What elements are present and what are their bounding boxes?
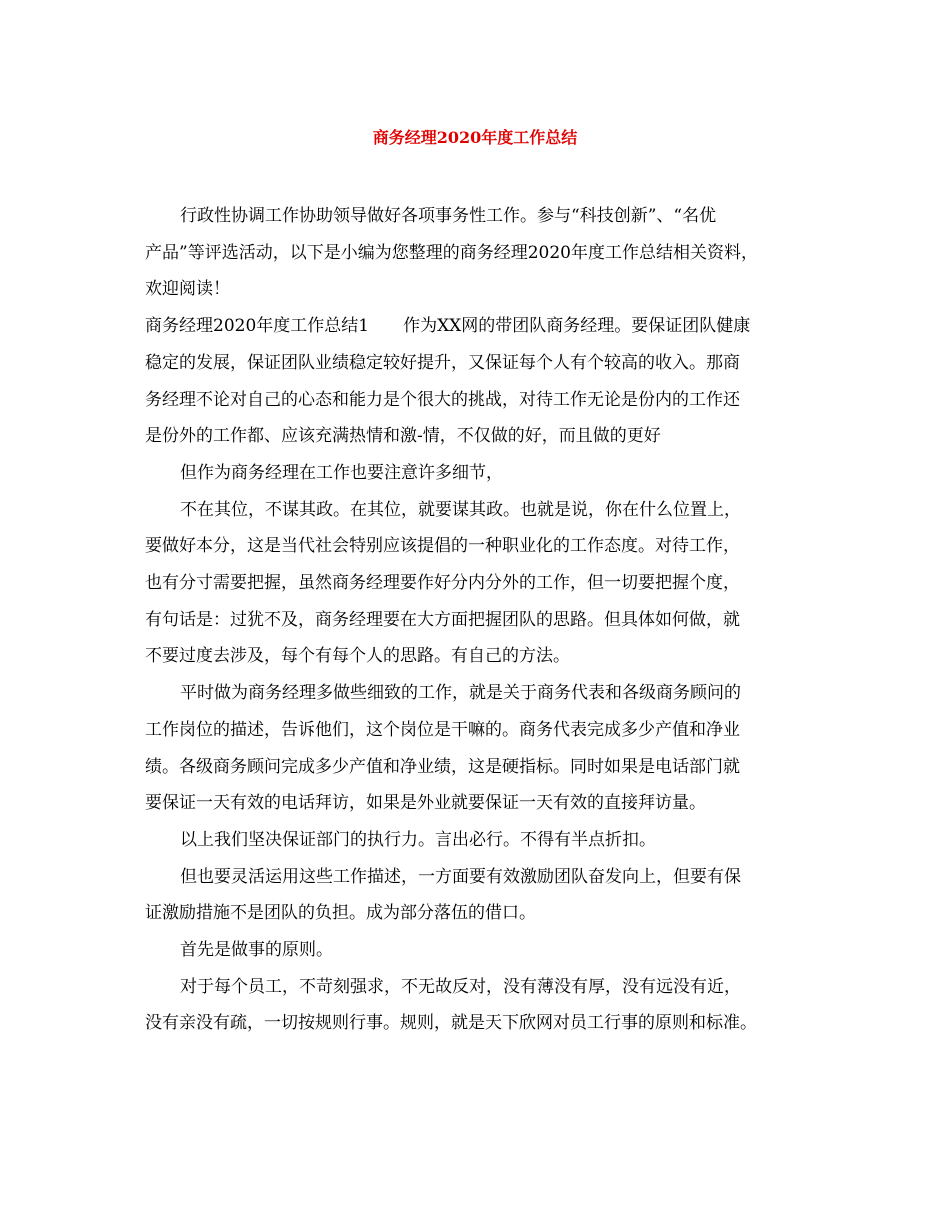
body-line: 对于每个员工，不苛刻强求，不无故反对，没有薄没有厚，没有远没有近， [180, 976, 741, 997]
body-line: 以上我们坚决保证部门的执行力。言出必行。不得有半点折扣。 [180, 829, 656, 850]
body-line: 首先是做事的原则。 [180, 940, 333, 961]
body-line: 不要过度去涉及，每个有每个人的思路。有自己的方法。 [145, 646, 570, 667]
body-line: 要做好本分，这是当代社会特别应该提倡的一种职业化的工作态度。对待工作， [145, 536, 740, 557]
body-line: 也有分寸需要把握，虽然商务经理要作好分内分外的工作，但一切要把握个度， [145, 573, 740, 594]
body-line: 绩。各级商务顾问完成多少产值和净业绩，这是硬指标。同时如果是电话部门就 [145, 756, 740, 777]
body-line: 行政性协调工作协助领导做好各项事务性工作。参与“科技创新”、“名优 [180, 206, 717, 226]
document-body [145, 198, 815, 1042]
body-line: 工作岗位的描述，告诉他们，这个岗位是干嘛的。商务代表完成多少产值和净业 [145, 719, 740, 740]
body-line: 但作为商务经理在工作也要注意许多细节， [180, 462, 503, 483]
document-title: 商务经理2020年度工作总结 [372, 128, 578, 147]
body-line: 证激励措施不是团队的负担。成为部分落伍的借口。 [145, 903, 536, 924]
body-line: 商务经理2020年度工作总结1 作为XX网的带团队商务经理。要保证团队健康 [145, 316, 751, 337]
body-line: 务经理不论对自己的心态和能力是个很大的挑战，对待工作无论是份内的工作还 [145, 389, 740, 410]
body-line: 欢迎阅读！ [145, 279, 230, 300]
body-line: 是份外的工作都、应该充满热情和激-情，不仅做的好，而且做的更好 [145, 426, 661, 447]
body-line: 但也要灵活运用这些工作描述，一方面要有效激励团队奋发向上，但要有保 [180, 866, 741, 887]
body-line: 要保证一天有效的电话拜访，如果是外业就要保证一天有效的直接拜访量。 [145, 793, 706, 814]
body-line: 产品”等评选活动，以下是小编为您整理的商务经理2020年度工作总结相关资料， [145, 242, 758, 263]
body-line: 稳定的发展，保证团队业绩稳定较好提升，又保证每个人有个较高的收入。那商 [145, 352, 740, 373]
body-line: 没有亲没有疏，一切按规则行事。规则，就是天下欣网对员工行事的原则和标准。 [145, 1013, 757, 1034]
body-line: 有句话是：过犹不及，商务经理要在大方面把握团队的思路。但具体如何做，就 [145, 609, 740, 630]
body-line: 不在其位，不谋其政。在其位，就要谋其政。也就是说，你在什么位置上， [180, 499, 741, 520]
body-line: 平时做为商务经理多做些细致的工作，就是关于商务代表和各级商务顾问的 [180, 683, 741, 704]
